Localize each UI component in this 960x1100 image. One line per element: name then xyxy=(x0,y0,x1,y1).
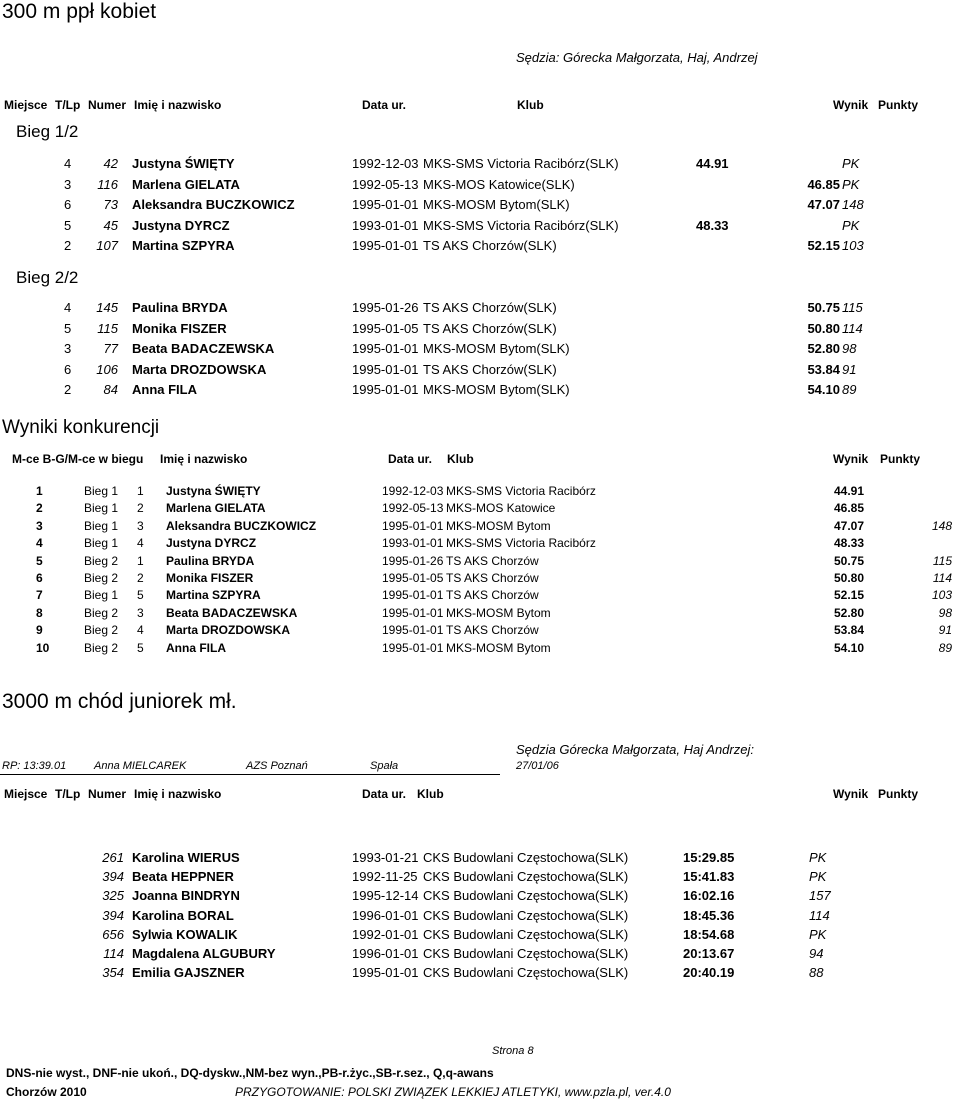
row-result: 20:40.19 xyxy=(683,965,735,981)
row-points: 94 xyxy=(809,946,824,961)
table-row xyxy=(0,501,960,518)
row-dob: 1995-01-05 xyxy=(352,320,419,336)
header-points: Punkty xyxy=(878,787,919,801)
row-club: TS AKS Chorzów(SLK) xyxy=(423,320,557,336)
row-place: 4 xyxy=(64,156,72,171)
row-dob: 1996-01-01 xyxy=(352,946,419,961)
header-result: Wynik xyxy=(833,98,869,112)
row-name: Beata HEPPNER xyxy=(132,869,234,885)
row-name: Paulina BRYDA xyxy=(132,300,228,315)
row-heat: Bieg 2 xyxy=(84,640,119,655)
table-row xyxy=(0,927,960,945)
row-result: 20:13.67 xyxy=(683,946,735,961)
row-dob: 1995-01-26 xyxy=(382,553,444,568)
row-club: CKS Budowlani Częstochowa(SLK) xyxy=(423,926,629,942)
row-club: TS AKS Chorzów(SLK) xyxy=(423,238,557,253)
row-name: Justyna ŚWIĘTY xyxy=(132,156,235,171)
table-row xyxy=(0,218,960,236)
row-dob: 1995-01-01 xyxy=(352,965,419,981)
row-result: 47.07 xyxy=(834,518,865,533)
header-place: Miejsce xyxy=(4,787,48,801)
row-number: 394 xyxy=(102,869,124,885)
row-result: 44.91 xyxy=(696,156,729,171)
row-number: 84 xyxy=(103,382,118,397)
row-club: MKS-MOSM Bytom xyxy=(446,605,551,620)
row-place: 6 xyxy=(64,197,72,212)
row-place: 2 xyxy=(64,382,72,397)
row-result: 50.80 xyxy=(807,320,840,336)
row-position: 7 xyxy=(36,588,43,603)
row-name: Karolina WIERUS xyxy=(132,850,240,865)
row-result: 54.10 xyxy=(807,382,840,397)
header-tlp: T/Lp xyxy=(55,98,81,112)
row-club: MKS-SMS Victoria Racibórz xyxy=(446,536,596,551)
row-club: MKS-MOSM Bytom(SLK) xyxy=(423,341,570,356)
record-underline xyxy=(0,774,500,775)
record-place: Spała xyxy=(370,760,399,772)
table-row xyxy=(0,362,960,380)
row-dob: 1993-01-01 xyxy=(382,536,444,551)
table-row xyxy=(0,908,960,926)
row-heat: Bieg 2 xyxy=(84,571,119,585)
row-club: MKS-MOS Katowice xyxy=(446,501,556,516)
row-name: Justyna DYRCZ xyxy=(166,536,257,551)
row-number: 325 xyxy=(102,888,124,904)
row-heat: Bieg 2 xyxy=(84,605,119,620)
row-result: 15:41.83 xyxy=(683,869,735,885)
row-result: 50.75 xyxy=(834,553,865,568)
event2-title: 3000 m chód juniorek mł. xyxy=(2,690,237,713)
row-dob: 1995-01-01 xyxy=(382,640,444,655)
row-name: Beata BADACZEWSKA xyxy=(166,605,298,620)
row-name: Justyna DYRCZ xyxy=(132,217,230,233)
row-number: 114 xyxy=(103,946,124,961)
row-name: Karolina BORAL xyxy=(132,907,234,923)
row-club: CKS Budowlani Częstochowa(SLK) xyxy=(423,946,629,961)
row-dob: 1993-01-21 xyxy=(352,850,419,865)
row-club: MKS-SMS Victoria Racibórz(SLK) xyxy=(423,156,619,171)
row-points: 148 xyxy=(842,197,864,212)
row-points: 98 xyxy=(938,605,952,620)
record-name: Anna MIELCAREK xyxy=(94,760,187,772)
row-result: 48.33 xyxy=(834,536,865,551)
row-position: 4 xyxy=(36,536,43,551)
row-heat-place: 4 xyxy=(137,623,144,638)
row-number: 656 xyxy=(102,926,124,942)
row-result: 16:02.16 xyxy=(683,888,735,904)
table-row xyxy=(0,238,960,256)
row-heat-place: 3 xyxy=(137,518,144,533)
row-number: 394 xyxy=(102,907,124,923)
row-name: Justyna ŚWIĘTY xyxy=(166,484,261,498)
table-row xyxy=(0,321,960,339)
row-result: 18:45.36 xyxy=(683,907,735,923)
row-position: 5 xyxy=(36,553,43,568)
row-result: 47.07 xyxy=(807,197,840,212)
row-points: 98 xyxy=(842,341,857,356)
row-result: 44.91 xyxy=(834,484,865,498)
heat-label: Bieg 2/2 xyxy=(16,268,79,287)
row-name: Sylwia KOWALIK xyxy=(132,926,238,942)
row-position: 6 xyxy=(36,571,43,585)
row-place: 4 xyxy=(64,300,72,315)
row-heat-place: 2 xyxy=(137,501,144,516)
row-place: 2 xyxy=(64,238,72,253)
table-row xyxy=(0,869,960,887)
row-heat-place: 2 xyxy=(137,571,144,585)
row-position: 1 xyxy=(36,484,43,498)
row-dob: 1995-12-14 xyxy=(352,888,419,904)
footer-prepared: PRZYGOTOWANIE: POLSKI ZWIĄZEK LEKKIEJ ATLETYKI, www.pzla.pl, ver.4.0 xyxy=(235,1085,671,1099)
table-row xyxy=(0,606,960,623)
row-place: 5 xyxy=(64,320,72,336)
row-number: 107 xyxy=(96,238,118,253)
row-heat-place: 3 xyxy=(137,605,144,620)
row-result: 53.84 xyxy=(834,623,865,638)
row-number: 115 xyxy=(97,320,118,336)
row-result: 52.15 xyxy=(807,238,840,253)
table-row xyxy=(0,382,960,400)
row-club: CKS Budowlani Częstochowa(SLK) xyxy=(423,907,629,923)
row-dob: 1995-01-01 xyxy=(352,238,419,253)
row-heat-place: 1 xyxy=(137,553,144,568)
row-club: TS AKS Chorzów xyxy=(446,588,539,603)
row-points: PK xyxy=(842,176,860,192)
row-dob: 1995-01-01 xyxy=(352,382,419,397)
header-mce: M-ce B-G/M-ce w biegu xyxy=(12,452,144,466)
table-row xyxy=(0,536,960,553)
header-club: Klub xyxy=(447,452,474,466)
row-club: TS AKS Chorzów xyxy=(446,623,539,638)
row-club: MKS-SMS Victoria Racibórz xyxy=(446,484,596,498)
table-row xyxy=(0,850,960,868)
row-points: 89 xyxy=(842,382,857,397)
header-dob: Data ur. xyxy=(362,787,407,801)
table-row xyxy=(0,197,960,215)
row-number: 45 xyxy=(103,217,118,233)
header-name: Imię i nazwisko xyxy=(134,98,222,112)
row-place: 6 xyxy=(64,361,72,377)
table-row xyxy=(0,156,960,174)
row-points: 157 xyxy=(809,888,831,904)
row-points: 115 xyxy=(932,553,952,568)
row-club: MKS-MOSM Bytom(SLK) xyxy=(423,197,570,212)
row-dob: 1995-01-01 xyxy=(382,588,444,603)
row-position: 2 xyxy=(36,501,43,516)
row-name: Beata BADACZEWSKA xyxy=(132,341,275,356)
table-row xyxy=(0,484,960,501)
row-name: Magdalena ALGUBURY xyxy=(132,946,276,961)
row-club: MKS-MOSM Bytom xyxy=(446,640,551,655)
table-row xyxy=(0,177,960,195)
row-number: 116 xyxy=(97,176,118,192)
row-name: Paulina BRYDA xyxy=(166,553,255,568)
row-dob: 1995-01-01 xyxy=(352,197,419,212)
header-number: Numer xyxy=(88,98,127,112)
row-heat-place: 1 xyxy=(137,484,144,498)
row-points: PK xyxy=(809,850,827,865)
row-place: 3 xyxy=(64,176,72,192)
row-heat: Bieg 2 xyxy=(84,623,119,638)
header-club: Klub xyxy=(517,98,544,112)
row-result: 52.80 xyxy=(834,605,865,620)
header-club: Klub xyxy=(417,787,444,801)
row-number: 77 xyxy=(103,341,118,356)
table-row xyxy=(0,554,960,571)
row-name: Martina SZPYRA xyxy=(132,238,235,253)
row-result: 48.33 xyxy=(696,217,729,233)
header-dob: Data ur. xyxy=(362,98,407,112)
table-row xyxy=(0,641,960,658)
row-heat: Bieg 1 xyxy=(84,536,119,551)
row-place: 5 xyxy=(64,217,72,233)
row-name: Marta DROZDOWSKA xyxy=(132,361,267,377)
row-points: 91 xyxy=(842,361,857,377)
row-name: Aleksandra BUCZKOWICZ xyxy=(132,197,295,212)
event2-judges: Sędzia Górecka Małgorzata, Haj Andrzej: xyxy=(516,742,754,757)
row-dob: 1995-01-01 xyxy=(352,341,419,356)
table-row xyxy=(0,946,960,964)
row-club: TS AKS Chorzów xyxy=(446,553,539,568)
row-dob: 1995-01-01 xyxy=(382,623,444,638)
row-result: 46.85 xyxy=(807,176,840,192)
event1-judges: Sędzia: Górecka Małgorzata, Haj, Andrzej xyxy=(516,50,758,65)
row-club: CKS Budowlani Częstochowa(SLK) xyxy=(423,850,629,865)
header-number: Numer xyxy=(88,787,127,801)
row-heat-place: 5 xyxy=(137,640,144,655)
row-club: TS AKS Chorzów(SLK) xyxy=(423,361,557,377)
row-position: 3 xyxy=(36,518,43,533)
row-heat: Bieg 1 xyxy=(84,588,119,603)
row-heat: Bieg 1 xyxy=(84,518,119,533)
row-club: CKS Budowlani Częstochowa(SLK) xyxy=(423,965,629,981)
row-result: 50.80 xyxy=(834,571,865,585)
header-name: Imię i nazwisko xyxy=(134,787,222,801)
row-points: 91 xyxy=(938,623,952,638)
row-dob: 1992-11-25 xyxy=(352,869,418,885)
row-result: 50.75 xyxy=(807,300,840,315)
row-dob: 1992-05-13 xyxy=(352,176,419,192)
row-dob: 1995-01-01 xyxy=(352,361,419,377)
row-dob: 1992-12-03 xyxy=(382,484,444,498)
row-points: PK xyxy=(809,926,827,942)
row-dob: 1996-01-01 xyxy=(352,907,419,923)
table-row xyxy=(0,300,960,318)
row-name: Aleksandra BUCZKOWICZ xyxy=(166,518,317,533)
page-number: Strona 8 xyxy=(492,1045,534,1057)
row-points: 114 xyxy=(932,571,952,585)
row-club: CKS Budowlani Częstochowa(SLK) xyxy=(423,888,629,904)
event1-title: 300 m ppł kobiet xyxy=(2,0,157,23)
heat-label: Bieg 1/2 xyxy=(16,122,79,141)
row-points: 103 xyxy=(842,238,864,253)
row-club: CKS Budowlani Częstochowa(SLK) xyxy=(423,869,629,885)
row-points: 89 xyxy=(938,640,952,655)
table-row xyxy=(0,519,960,536)
row-result: 46.85 xyxy=(834,501,865,516)
row-heat: Bieg 1 xyxy=(84,484,119,498)
row-number: 354 xyxy=(102,965,124,981)
row-points: PK xyxy=(842,217,860,233)
row-club: MKS-MOS Katowice(SLK) xyxy=(423,176,575,192)
record-label: RP: 13:39.01 xyxy=(2,760,67,772)
row-club: MKS-MOSM Bytom(SLK) xyxy=(423,382,570,397)
row-result: 54.10 xyxy=(834,640,865,655)
row-points: PK xyxy=(842,156,860,171)
header-points: Punkty xyxy=(880,452,921,466)
header-place: Miejsce xyxy=(4,98,48,112)
row-points: 88 xyxy=(809,965,824,981)
row-club: TS AKS Chorzów xyxy=(446,571,539,585)
header-name: Imię i nazwisko xyxy=(160,452,248,466)
table-row xyxy=(0,341,960,359)
row-name: Anna FILA xyxy=(166,640,226,655)
row-heat: Bieg 2 xyxy=(84,553,119,568)
row-result: 53.84 xyxy=(807,361,840,377)
row-result: 52.80 xyxy=(807,341,840,356)
table-row xyxy=(0,571,960,588)
row-club: MKS-SMS Victoria Racibórz(SLK) xyxy=(423,217,619,233)
header-result: Wynik xyxy=(833,452,869,466)
konkurencja-title: Wyniki konkurencji xyxy=(2,417,160,438)
row-number: 42 xyxy=(103,156,118,171)
row-dob: 1992-12-03 xyxy=(352,156,419,171)
row-points: 148 xyxy=(931,518,952,533)
footer-venue: Chorzów 2010 xyxy=(6,1085,87,1099)
row-number: 106 xyxy=(96,361,118,377)
row-heat-place: 5 xyxy=(137,588,144,603)
row-result: 18:54.68 xyxy=(683,926,735,942)
row-number: 73 xyxy=(103,197,118,212)
table-row xyxy=(0,588,960,605)
table-row xyxy=(0,888,960,906)
row-dob: 1992-05-13 xyxy=(382,501,444,516)
row-name: Marlena GIELATA xyxy=(166,501,266,516)
header-dob: Data ur. xyxy=(388,452,433,466)
row-dob: 1995-01-01 xyxy=(382,605,444,620)
row-name: Monika FISZER xyxy=(166,571,254,585)
row-dob: 1995-01-01 xyxy=(382,518,444,533)
row-club: TS AKS Chorzów(SLK) xyxy=(423,300,557,315)
row-points: 114 xyxy=(842,320,863,336)
header-result: Wynik xyxy=(833,787,869,801)
row-position: 9 xyxy=(36,623,43,638)
record-date: 27/01/06 xyxy=(516,760,559,772)
row-position: 8 xyxy=(36,605,43,620)
row-heat-place: 4 xyxy=(137,536,144,551)
row-dob: 1992-01-01 xyxy=(352,926,419,942)
row-position: 10 xyxy=(36,640,50,655)
table-row xyxy=(0,965,960,983)
row-points: PK xyxy=(809,869,827,885)
row-name: Martina SZPYRA xyxy=(166,588,261,603)
row-name: Anna FILA xyxy=(132,382,197,397)
row-number: 261 xyxy=(102,850,124,865)
row-name: Joanna BINDRYN xyxy=(132,888,240,904)
header-tlp: T/Lp xyxy=(55,787,81,801)
row-dob: 1995-01-26 xyxy=(352,300,419,315)
row-dob: 1993-01-01 xyxy=(352,217,419,233)
row-dob: 1995-01-05 xyxy=(382,571,444,585)
record-club: AZS Poznań xyxy=(246,760,308,772)
row-result: 52.15 xyxy=(834,588,865,603)
row-result: 15:29.85 xyxy=(683,850,735,865)
footer-legend: DNS-nie wyst., DNF-nie ukoń., DQ-dyskw.,NM-bez wyn.,PB-r.życ.,SB-r.sez., Q,q-awans xyxy=(6,1066,494,1080)
row-name: Marlena GIELATA xyxy=(132,176,240,192)
header-points: Punkty xyxy=(878,98,919,112)
row-heat: Bieg 1 xyxy=(84,501,119,516)
row-points: 115 xyxy=(842,300,863,315)
row-number: 145 xyxy=(96,300,118,315)
row-club: MKS-MOSM Bytom xyxy=(446,518,551,533)
row-name: Marta DROZDOWSKA xyxy=(166,623,291,638)
row-name: Emilia GAJSZNER xyxy=(132,965,245,981)
row-name: Monika FISZER xyxy=(132,320,227,336)
table-row xyxy=(0,623,960,640)
row-place: 3 xyxy=(64,341,72,356)
row-points: 114 xyxy=(809,907,830,923)
row-points: 103 xyxy=(931,588,952,603)
